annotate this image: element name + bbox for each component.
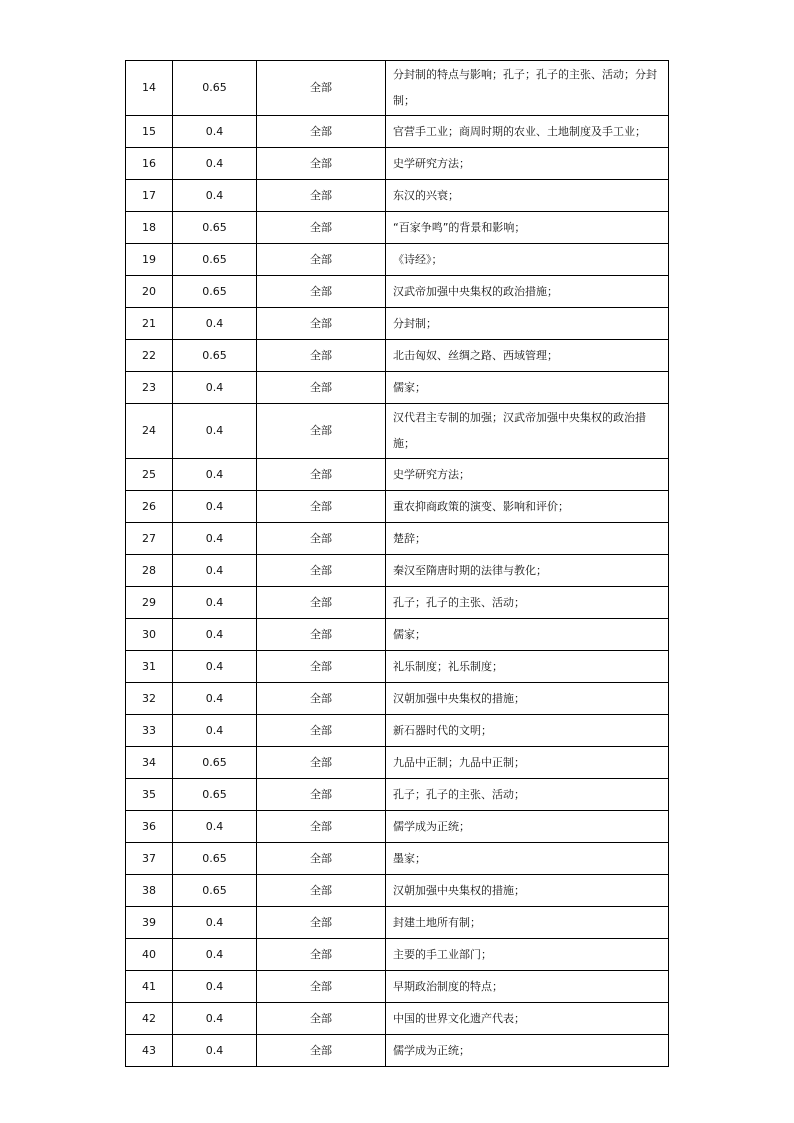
scope-cell: 全部 [257, 843, 386, 875]
question-number-cell: 16 [126, 148, 173, 180]
knowledge-point-cell: 分封制； [386, 308, 669, 340]
table-row [126, 61, 669, 116]
score-cell: 0.65 [173, 276, 257, 308]
table-row [126, 587, 669, 619]
question-number-cell: 18 [126, 212, 173, 244]
table-row [126, 212, 669, 244]
scope-cell: 全部 [257, 491, 386, 523]
table-row [126, 555, 669, 587]
table-row [126, 875, 669, 907]
question-number-cell: 40 [126, 939, 173, 971]
question-number-cell: 24 [126, 404, 173, 459]
score-cell: 0.4 [173, 587, 257, 619]
table-row [126, 779, 669, 811]
scope-cell: 全部 [257, 1003, 386, 1035]
knowledge-point-cell: 儒家； [386, 372, 669, 404]
score-cell: 0.4 [173, 811, 257, 843]
scope-cell: 全部 [257, 180, 386, 212]
scope-cell: 全部 [257, 340, 386, 372]
knowledge-point-cell: 分封制的特点与影响；孔子；孔子的主张、活动；分封制； [386, 61, 669, 116]
question-number-cell: 35 [126, 779, 173, 811]
scope-cell: 全部 [257, 651, 386, 683]
question-number-cell: 26 [126, 491, 173, 523]
knowledge-point-cell: “百家争鸣”的背景和影响； [386, 212, 669, 244]
scope-cell: 全部 [257, 276, 386, 308]
table-row [126, 651, 669, 683]
scope-cell: 全部 [257, 61, 386, 116]
knowledge-point-cell: 九品中正制；九品中正制； [386, 747, 669, 779]
scope-cell: 全部 [257, 523, 386, 555]
table-row [126, 1035, 669, 1067]
score-cell: 0.4 [173, 715, 257, 747]
score-cell: 0.4 [173, 939, 257, 971]
table-row [126, 372, 669, 404]
score-cell: 0.4 [173, 459, 257, 491]
knowledge-point-cell: 汉代君主专制的加强；汉武帝加强中央集权的政治措施； [386, 404, 669, 459]
score-cell: 0.4 [173, 523, 257, 555]
question-number-cell: 29 [126, 587, 173, 619]
scope-cell: 全部 [257, 747, 386, 779]
knowledge-point-cell: 东汉的兴衰； [386, 180, 669, 212]
table-row [126, 907, 669, 939]
score-cell: 0.4 [173, 651, 257, 683]
question-number-cell: 21 [126, 308, 173, 340]
question-analysis-table [125, 60, 669, 1067]
knowledge-point-cell: 封建土地所有制； [386, 907, 669, 939]
table-row [126, 404, 669, 459]
scope-cell: 全部 [257, 308, 386, 340]
question-number-cell: 28 [126, 555, 173, 587]
table-row [126, 747, 669, 779]
question-number-cell: 42 [126, 1003, 173, 1035]
question-number-cell: 31 [126, 651, 173, 683]
score-cell: 0.4 [173, 555, 257, 587]
score-cell: 0.4 [173, 683, 257, 715]
table-row [126, 244, 669, 276]
table-row [126, 308, 669, 340]
scope-cell: 全部 [257, 619, 386, 651]
scope-cell: 全部 [257, 1035, 386, 1067]
score-cell: 0.4 [173, 491, 257, 523]
knowledge-point-cell: 儒学成为正统； [386, 1035, 669, 1067]
scope-cell: 全部 [257, 811, 386, 843]
scope-cell: 全部 [257, 683, 386, 715]
knowledge-point-cell: 儒家； [386, 619, 669, 651]
knowledge-point-cell: 墨家； [386, 843, 669, 875]
score-cell: 0.4 [173, 1035, 257, 1067]
scope-cell: 全部 [257, 779, 386, 811]
knowledge-point-cell: 新石器时代的文明； [386, 715, 669, 747]
score-cell: 0.65 [173, 747, 257, 779]
question-number-cell: 34 [126, 747, 173, 779]
score-cell: 0.65 [173, 244, 257, 276]
score-cell: 0.4 [173, 308, 257, 340]
scope-cell: 全部 [257, 939, 386, 971]
question-number-cell: 30 [126, 619, 173, 651]
table-row [126, 523, 669, 555]
table-body [126, 61, 669, 1067]
scope-cell: 全部 [257, 244, 386, 276]
scope-cell: 全部 [257, 148, 386, 180]
knowledge-point-cell: 官营手工业；商周时期的农业、土地制度及手工业； [386, 116, 669, 148]
score-cell: 0.4 [173, 148, 257, 180]
table-row [126, 340, 669, 372]
score-cell: 0.65 [173, 875, 257, 907]
scope-cell: 全部 [257, 715, 386, 747]
table-row [126, 619, 669, 651]
question-number-cell: 37 [126, 843, 173, 875]
score-cell: 0.4 [173, 404, 257, 459]
question-number-cell: 17 [126, 180, 173, 212]
table-row [126, 939, 669, 971]
question-number-cell: 25 [126, 459, 173, 491]
knowledge-point-cell: 汉朝加强中央集权的措施； [386, 683, 669, 715]
scope-cell: 全部 [257, 971, 386, 1003]
question-number-cell: 15 [126, 116, 173, 148]
table-row [126, 971, 669, 1003]
scope-cell: 全部 [257, 907, 386, 939]
score-cell: 0.4 [173, 619, 257, 651]
knowledge-point-cell: 孔子；孔子的主张、活动； [386, 779, 669, 811]
table-row [126, 843, 669, 875]
scope-cell: 全部 [257, 459, 386, 491]
scope-cell: 全部 [257, 212, 386, 244]
score-cell: 0.4 [173, 1003, 257, 1035]
table-row [126, 276, 669, 308]
question-number-cell: 32 [126, 683, 173, 715]
knowledge-point-cell: 主要的手工业部门； [386, 939, 669, 971]
knowledge-point-cell: 汉朝加强中央集权的措施； [386, 875, 669, 907]
score-cell: 0.65 [173, 61, 257, 116]
scope-cell: 全部 [257, 116, 386, 148]
knowledge-point-cell: 《诗经》； [386, 244, 669, 276]
table-row [126, 459, 669, 491]
question-number-cell: 39 [126, 907, 173, 939]
table-row [126, 180, 669, 212]
table-row [126, 715, 669, 747]
scope-cell: 全部 [257, 875, 386, 907]
knowledge-point-cell: 楚辞； [386, 523, 669, 555]
knowledge-point-cell: 北击匈奴、丝绸之路、西域管理； [386, 340, 669, 372]
table-row [126, 683, 669, 715]
score-cell: 0.65 [173, 212, 257, 244]
knowledge-point-cell: 秦汉至隋唐时期的法律与教化； [386, 555, 669, 587]
question-number-cell: 14 [126, 61, 173, 116]
question-number-cell: 36 [126, 811, 173, 843]
knowledge-point-cell: 史学研究方法； [386, 459, 669, 491]
question-number-cell: 41 [126, 971, 173, 1003]
knowledge-point-cell: 汉武帝加强中央集权的政治措施； [386, 276, 669, 308]
score-cell: 0.4 [173, 907, 257, 939]
knowledge-point-cell: 中国的世界文化遗产代表； [386, 1003, 669, 1035]
score-cell: 0.65 [173, 340, 257, 372]
question-number-cell: 27 [126, 523, 173, 555]
question-number-cell: 20 [126, 276, 173, 308]
question-number-cell: 22 [126, 340, 173, 372]
knowledge-point-cell: 早期政治制度的特点； [386, 971, 669, 1003]
table-row [126, 148, 669, 180]
question-number-cell: 38 [126, 875, 173, 907]
question-number-cell: 23 [126, 372, 173, 404]
scope-cell: 全部 [257, 404, 386, 459]
knowledge-point-cell: 重农抑商政策的演变、影响和评价； [386, 491, 669, 523]
table-row [126, 811, 669, 843]
knowledge-point-cell: 儒学成为正统； [386, 811, 669, 843]
scope-cell: 全部 [257, 587, 386, 619]
table-row [126, 1003, 669, 1035]
table-row [126, 491, 669, 523]
question-number-cell: 43 [126, 1035, 173, 1067]
question-number-cell: 33 [126, 715, 173, 747]
question-number-cell: 19 [126, 244, 173, 276]
score-cell: 0.4 [173, 372, 257, 404]
knowledge-point-cell: 礼乐制度；礼乐制度； [386, 651, 669, 683]
table-row [126, 116, 669, 148]
scope-cell: 全部 [257, 372, 386, 404]
score-cell: 0.4 [173, 971, 257, 1003]
knowledge-point-cell: 孔子；孔子的主张、活动； [386, 587, 669, 619]
knowledge-point-cell: 史学研究方法； [386, 148, 669, 180]
scope-cell: 全部 [257, 555, 386, 587]
score-cell: 0.65 [173, 843, 257, 875]
score-cell: 0.4 [173, 180, 257, 212]
score-cell: 0.65 [173, 779, 257, 811]
score-cell: 0.4 [173, 116, 257, 148]
